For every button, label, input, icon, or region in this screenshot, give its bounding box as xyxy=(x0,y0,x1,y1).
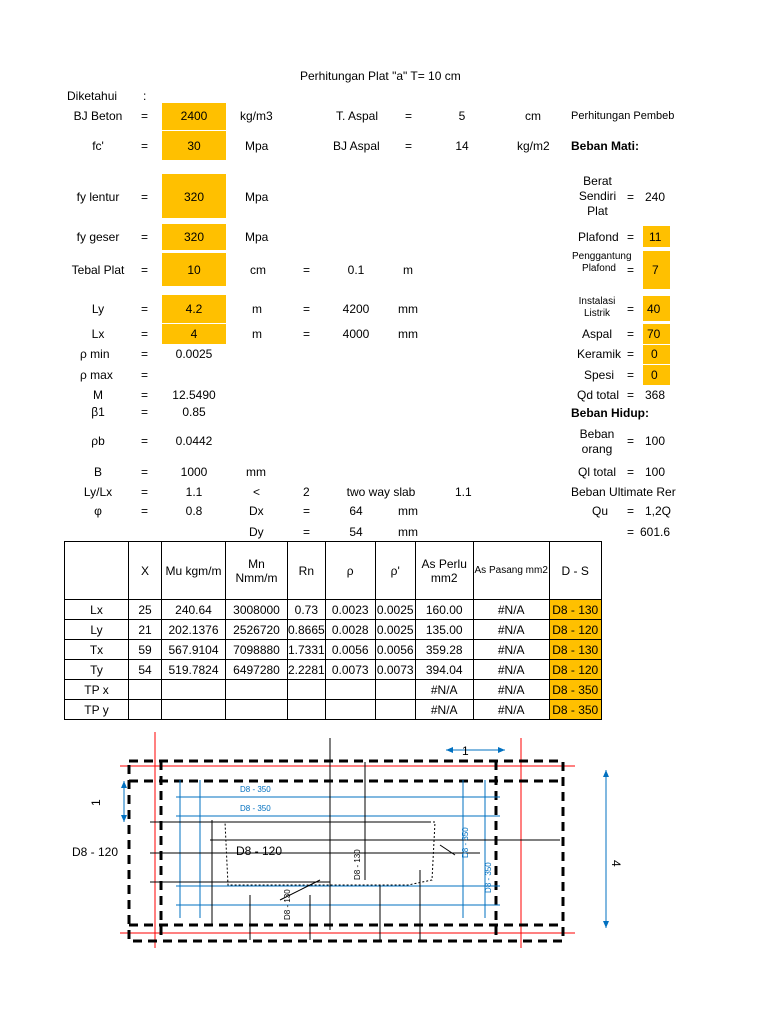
param-unit2: mm xyxy=(398,504,418,518)
dead-item-label: Penggantung Plafond xyxy=(572,251,632,274)
ultimate-title: Beban Ultimate Rer xyxy=(571,485,676,499)
dead-item-label: Berat Sendiri Plat xyxy=(578,174,617,218)
dead-item-value[interactable]: 70 xyxy=(647,327,661,341)
dead-item-label: Keramik xyxy=(577,347,622,361)
dead-item-eq: = xyxy=(627,388,635,402)
param-value[interactable]: 10 xyxy=(187,263,201,277)
param-value2: 0.1 xyxy=(347,263,365,277)
param-unit2: mm xyxy=(398,302,418,316)
rebar-label-vertical: D8 - 130 xyxy=(283,889,292,920)
param-value2: 4000 xyxy=(342,327,370,341)
table-cell-ds[interactable]: D8 - 350 xyxy=(549,680,601,700)
table-cell: Ly xyxy=(65,620,129,640)
table-header: As Perlu mm2 xyxy=(415,542,473,600)
dim-label-right: 4 xyxy=(609,860,623,867)
param-unit: Mpa xyxy=(245,139,269,153)
param-label: φ xyxy=(94,504,102,518)
param-label: T. Aspal xyxy=(336,109,379,123)
table-cell: 3008000 xyxy=(226,600,288,620)
table-cell: Tx xyxy=(65,640,129,660)
rebar-label-left: D8 - 120 xyxy=(72,845,119,859)
param-value: 1.1 xyxy=(185,485,203,499)
table-cell: 0.0056 xyxy=(375,640,415,660)
dead-item-label: Spesi xyxy=(584,368,615,382)
param-value2: two way slab xyxy=(346,485,416,499)
param-value2: 54 xyxy=(349,525,363,539)
qu-eq: = xyxy=(627,504,635,518)
dead-item-value: 368 xyxy=(645,388,666,402)
qu-eq2: = xyxy=(627,525,635,539)
param-unit: mm xyxy=(246,465,266,479)
param-eq2: = xyxy=(303,263,311,277)
table-cell-ds[interactable]: D8 - 120 xyxy=(549,620,601,640)
table-header: X xyxy=(129,542,162,600)
param-value: 0.0442 xyxy=(175,434,213,448)
live-item-value: 100 xyxy=(645,434,666,448)
param-eq2: = xyxy=(303,302,311,316)
table-cell: 1.7331 xyxy=(288,640,326,660)
qu-label: Qu xyxy=(592,504,609,518)
table-cell: 25 xyxy=(129,600,162,620)
arrowhead xyxy=(603,921,609,928)
table-cell: #N/A xyxy=(473,660,549,680)
dead-item-label: Aspal xyxy=(582,327,613,341)
param-label: Ly/Lx xyxy=(83,485,113,499)
param-eq2: = xyxy=(303,504,311,518)
table-cell: #N/A xyxy=(415,680,473,700)
live-item-eq: = xyxy=(627,434,635,448)
param-eq: = xyxy=(141,109,149,123)
live-load-title: Beban Hidup: xyxy=(571,406,649,420)
table-cell-ds[interactable]: D8 - 130 xyxy=(549,640,601,660)
param-value[interactable]: 4.2 xyxy=(185,302,203,316)
dead-item-eq: = xyxy=(627,190,635,204)
live-item-value: 100 xyxy=(645,465,666,479)
qu-formula: 1,2Q xyxy=(645,504,672,518)
rebar-label-vertical: D8 - 130 xyxy=(353,849,362,880)
dead-item-value[interactable]: 0 xyxy=(651,347,658,361)
known-colon: : xyxy=(143,89,147,103)
param-unit2: mm xyxy=(398,327,418,341)
param-label: B xyxy=(93,465,102,479)
arrowhead xyxy=(603,770,609,777)
param-value: 0.8 xyxy=(185,504,203,518)
dead-load-title: Beban Mati: xyxy=(571,139,640,153)
known-label: Diketahui xyxy=(67,89,118,103)
param-value[interactable]: 320 xyxy=(183,230,205,244)
param-label: fy geser xyxy=(76,230,120,244)
table-cell: 394.04 xyxy=(415,660,473,680)
table-cell: 0.0028 xyxy=(325,620,375,640)
table-cell: Ty xyxy=(65,660,129,680)
param-eq: = xyxy=(141,327,149,341)
param-eq: = xyxy=(141,504,149,518)
param-label: ρb xyxy=(91,434,105,448)
param-label: ρ min xyxy=(80,347,110,361)
table-cell: 0.0073 xyxy=(375,660,415,680)
param-label: Tebal Plat xyxy=(71,263,125,277)
dead-item-eq: = xyxy=(627,230,635,244)
param-eq: = xyxy=(141,465,149,479)
table-header: Mn Nmm/m xyxy=(226,542,288,600)
param-unit2: m xyxy=(403,263,413,277)
table-cell: 0.8665 xyxy=(288,620,326,640)
page-title: Perhitungan Plat "a" T= 10 cm xyxy=(300,69,461,83)
table-cell: 21 xyxy=(129,620,162,640)
table-header: As Pasang mm2 xyxy=(473,542,549,600)
dead-item-label: Instalasi Listrik xyxy=(578,296,616,319)
param-unit: Dx xyxy=(249,504,264,518)
table-cell: 160.00 xyxy=(415,600,473,620)
param-value[interactable]: 30 xyxy=(187,139,201,153)
table-cell: 0.0056 xyxy=(325,640,375,660)
table-cell: 2526720 xyxy=(226,620,288,640)
param-eq: = xyxy=(141,405,149,419)
param-eq2: 2 xyxy=(303,485,310,499)
dead-item-value[interactable]: 40 xyxy=(647,302,661,316)
param-unit: < xyxy=(253,485,261,499)
table-cell: 0.0025 xyxy=(375,620,415,640)
dim-label-left: 1 xyxy=(89,799,103,806)
table-header: Mu kgm/m xyxy=(162,542,226,600)
slab-outline xyxy=(129,761,563,941)
qu-value: 601.6 xyxy=(640,525,671,539)
param-label: fy lentur xyxy=(76,190,120,204)
param-label: ρ max xyxy=(80,368,113,382)
dead-item-eq: = xyxy=(627,347,635,361)
table-cell: 359.28 xyxy=(415,640,473,660)
param-eq: = xyxy=(141,347,149,361)
param-unit: Mpa xyxy=(245,230,269,244)
param-unit: cm xyxy=(250,263,266,277)
param-eq: = xyxy=(141,230,149,244)
param-label: M xyxy=(93,388,103,402)
table-cell-ds[interactable]: D8 - 120 xyxy=(549,660,601,680)
param-eq: = xyxy=(141,302,149,316)
param-eq: = xyxy=(405,109,413,123)
table-cell: TP y xyxy=(65,700,129,720)
param-label: BJ Beton xyxy=(73,109,123,123)
table-cell: 6497280 xyxy=(226,660,288,680)
param-eq2: = xyxy=(303,525,311,539)
param-eq: = xyxy=(141,388,149,402)
table-cell-ds[interactable]: D8 - 350 xyxy=(549,700,601,720)
table-header: ρ' xyxy=(375,542,415,600)
param-value[interactable]: 4 xyxy=(190,327,198,341)
table-cell: 0.0023 xyxy=(325,600,375,620)
table-cell: 135.00 xyxy=(415,620,473,640)
arrowhead xyxy=(446,747,453,753)
dead-item-eq: = xyxy=(627,263,635,277)
param-unit: Dy xyxy=(249,525,264,539)
live-item-label: Beban orang xyxy=(579,427,615,456)
table-header: D - S xyxy=(549,542,601,600)
rebar-label-inner: D8 - 120 xyxy=(236,844,283,858)
dead-item-value[interactable]: 7 xyxy=(652,263,659,277)
dead-item-value[interactable]: 11 xyxy=(649,230,662,244)
param-eq2: = xyxy=(303,327,311,341)
param-value: 12.5490 xyxy=(172,388,216,402)
arrowhead xyxy=(121,815,127,822)
param-unit2: mm xyxy=(398,525,418,539)
param-unit2: 1.1 xyxy=(455,485,472,499)
table-cell: 240.64 xyxy=(162,600,226,620)
rebar-label-blue: D8 - 350 xyxy=(240,785,271,794)
param-unit: m xyxy=(252,327,262,341)
table-cell: 0.0073 xyxy=(325,660,375,680)
param-value2: 4200 xyxy=(342,302,370,316)
param-value: 14 xyxy=(455,139,469,153)
table-cell: 0.0025 xyxy=(375,600,415,620)
arrowhead xyxy=(498,747,505,753)
param-eq: = xyxy=(141,368,149,382)
param-value[interactable]: 2400 xyxy=(180,109,208,123)
live-item-eq: = xyxy=(627,465,635,479)
param-label: Lx xyxy=(91,327,105,341)
param-eq: = xyxy=(141,434,149,448)
table-cell: #N/A xyxy=(415,700,473,720)
param-label: BJ Aspal xyxy=(333,139,380,153)
param-unit: kg/m3 xyxy=(240,109,273,123)
dead-item-eq: = xyxy=(627,302,635,316)
param-label: fc' xyxy=(92,139,104,153)
dim-label-top: 1 xyxy=(462,744,469,758)
param-eq: = xyxy=(141,139,149,153)
table-cell: TP x xyxy=(65,680,129,700)
dead-item-value[interactable]: 0 xyxy=(651,368,658,382)
table-cell-ds[interactable]: D8 - 130 xyxy=(549,600,601,620)
param-value: 5 xyxy=(458,109,466,123)
param-eq: = xyxy=(405,139,413,153)
table-cell: 54 xyxy=(129,660,162,680)
param-value: 0.85 xyxy=(182,405,206,419)
param-unit: cm xyxy=(525,109,541,123)
table-cell: Lx xyxy=(65,600,129,620)
load-panel-header: Perhitungan Pembeb xyxy=(571,110,675,122)
param-eq: = xyxy=(141,263,149,277)
table-cell: 519.7824 xyxy=(162,660,226,680)
table-header: ρ xyxy=(325,542,375,600)
param-value2: 64 xyxy=(349,504,363,518)
table-cell: #N/A xyxy=(473,680,549,700)
param-label: β1 xyxy=(91,405,105,419)
table-cell: 567.9104 xyxy=(162,640,226,660)
rebar-label-blue: D8 - 350 xyxy=(240,804,271,813)
rebar-label-blue-vertical: D8 - 350 xyxy=(484,862,493,893)
param-value: 0.0025 xyxy=(175,347,213,361)
dead-item-label: Qd total xyxy=(577,388,620,402)
arrowhead xyxy=(121,781,127,788)
param-label: Ly xyxy=(91,302,105,316)
param-unit: m xyxy=(252,302,262,316)
table-cell: #N/A xyxy=(473,600,549,620)
rebar-label-blue-vertical: D8 - 350 xyxy=(461,827,470,858)
param-value: 1000 xyxy=(180,465,208,479)
table-cell: 0.73 xyxy=(288,600,326,620)
param-unit: kg/m2 xyxy=(517,139,550,153)
dead-item-label: Plafond xyxy=(578,230,619,244)
param-eq: = xyxy=(141,485,149,499)
table-cell: #N/A xyxy=(473,620,549,640)
table-header: Rn xyxy=(288,542,326,600)
dead-item-value: 240 xyxy=(645,190,666,204)
table-cell: #N/A xyxy=(473,640,549,660)
table-cell: 59 xyxy=(129,640,162,660)
dead-item-eq: = xyxy=(627,368,635,382)
table-cell: 202.1376 xyxy=(162,620,226,640)
param-eq: = xyxy=(141,190,149,204)
param-value[interactable]: 320 xyxy=(183,190,205,204)
live-item-label: Ql total xyxy=(578,465,617,479)
table-cell: 2.2281 xyxy=(288,660,326,680)
param-unit: Mpa xyxy=(245,190,269,204)
dead-item-eq: = xyxy=(627,327,635,341)
table-cell: 7098880 xyxy=(226,640,288,660)
table-cell: #N/A xyxy=(473,700,549,720)
